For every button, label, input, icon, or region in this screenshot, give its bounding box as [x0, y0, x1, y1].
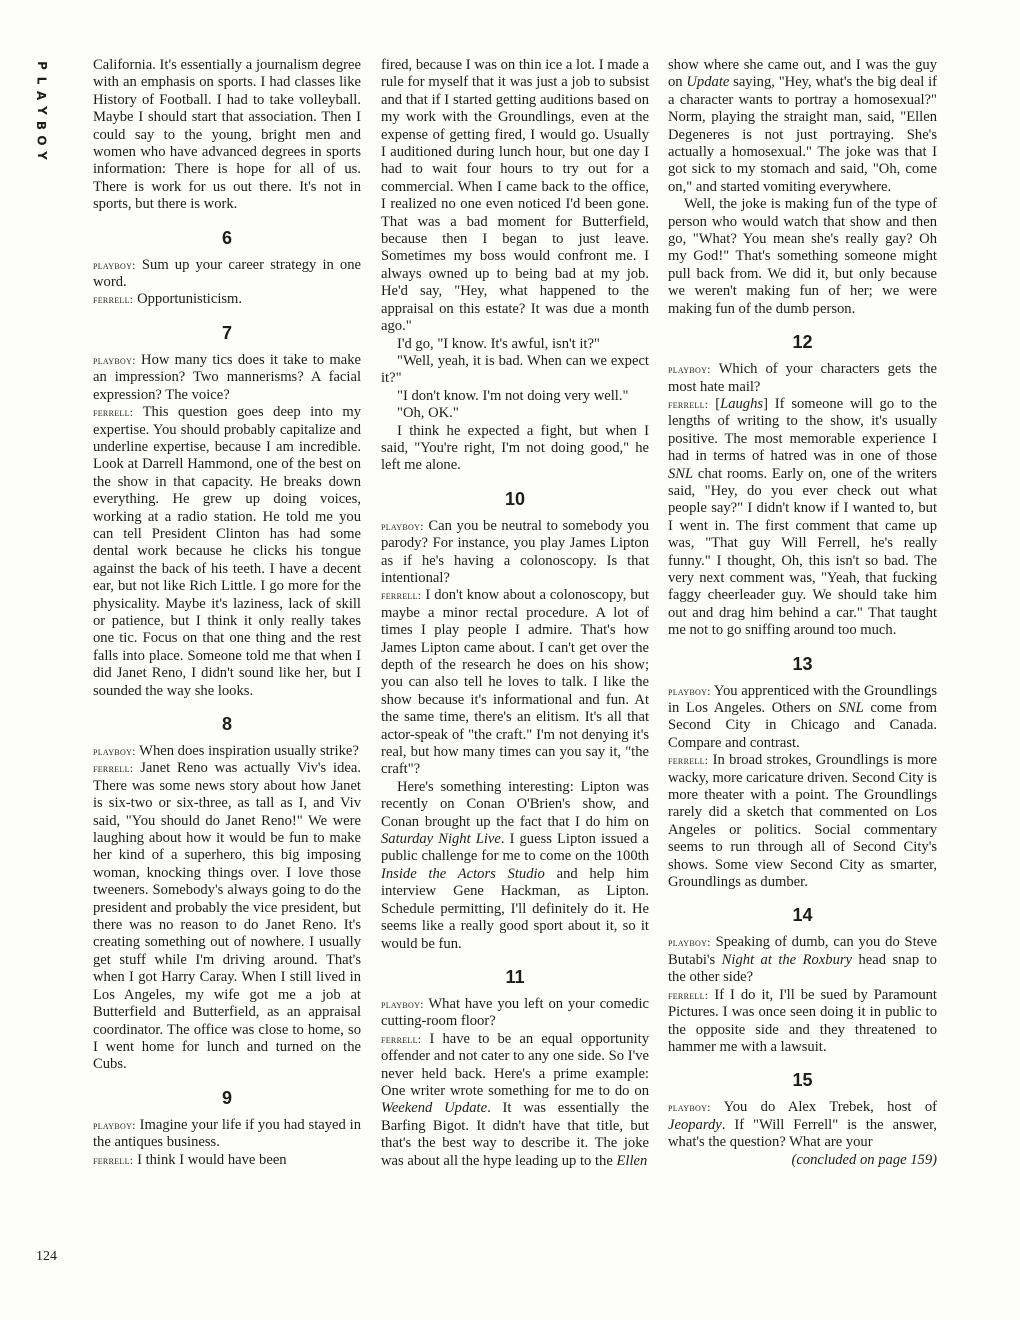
masthead-letter: O — [34, 135, 49, 146]
masthead-letter: L — [34, 76, 49, 85]
question-text: Which of your characters gets the most hate mail? — [668, 361, 937, 395]
question-text: Imagine your life if you had stayed in the antiques business. — [93, 1116, 361, 1151]
stage-direction: Laughs — [720, 395, 764, 412]
question-text: Can you be neutral to somebody you parody? For instance, you play James Lipton as if he's having a colonoscopy. Is that intentional? — [381, 517, 649, 586]
question-text: Sum up your career strategy in one word. — [93, 256, 361, 291]
interview-answer — [93, 404, 361, 700]
body-paragraph: "Oh, OK." — [397, 405, 459, 422]
answer-text: Janet Reno was actually Viv's idea. There was some news story about how Janet is six-two or six-three, as tall as I, and Viv said, "You should do Janet Reno!" We were laughing about how it would be fun to make her kind of a superhero, this big imposing woman, knocking things over. I love those tweeners. Somebody's always going to do the president and probably the vice president, but there was no reason to do Janet Reno. It's creating something out of nowhere. I usually get stuff while I'm driving around. That's when I got Harry Caray. When I still lived in Los Angeles, my wife got me a job at Butterfield and Butterfield, as an appraisal coordinator. The office was close to home, so I went home for lunch and turned on the Cubs. — [93, 760, 361, 1073]
interview-answer — [668, 752, 937, 891]
question-text: You do Alex Trebek, host of — [723, 1099, 937, 1116]
speaker-label: ferrell: — [93, 405, 134, 420]
masthead-letter: Y — [34, 106, 49, 115]
answer-text: chat rooms. Early on, one of the writers said, "Hey, do you ever check out what people say?" I didn't know if I wanted to, but I went in. The first comment that came up was, "That guy Will Ferrell, he's really funny." I thought, Oh, this isn't so bad. The very next comment was, "Yeah, that fucking faggy cheerleader guy. We should take him out and drag him behind a car." That taught me not to go sniffing around too much. — [668, 465, 937, 639]
answer-text: If I do it, I'll be sued by Paramount Pictures. I was once seen doing it in public to the opposite side and they threatened to hammer me with a lawsuit. — [668, 986, 937, 1055]
answer-text: In broad strokes, Groundlings is more wacky, more caricature driven. Second City is more theater with a point. The Groundlings rarely did a sketch that commented on Los Angeles or politics. Social commentary seems to run through all of Second City's shows. Some view Second City as smarter, Groundlings as dumber. — [668, 752, 937, 891]
speaker-label: ferrell: — [668, 396, 709, 411]
show-title: Weekend Update — [381, 1100, 488, 1117]
interview-question — [93, 257, 361, 292]
speaker-label: ferrell: — [381, 588, 422, 603]
question-number: 6 — [221, 227, 232, 248]
text-run: Here's something interesting: Lipton was recently on Conan O'Brien's show, and Conan brought up the fact that I do him on — [381, 778, 649, 830]
question-number: 8 — [221, 714, 232, 734]
masthead-letter: A — [34, 90, 49, 101]
answer-text: I think I would have been — [137, 1151, 287, 1168]
show-title: SNL — [838, 700, 864, 716]
answer-text: I don't know about a colonoscopy, but maybe a minor rectal procedure. A lot of times I play people I admire. That's how James Lipton came about. I can't get over the depth of the research he does on his show; you can also tell he loves to talk. I like the show because it's informational and fun. At the same time, there's an elitism. It's all that actor-speak of "the craft." I'm not denying it's real, but how many times can you say it, "the craft"? — [381, 587, 649, 778]
question-number: 12 — [792, 332, 813, 353]
speaker-label: ferrell: — [93, 1152, 134, 1167]
question-number: 9 — [221, 1087, 232, 1108]
interview-question — [93, 743, 361, 760]
question-text: head snap to the other side? — [668, 951, 937, 986]
interview-question — [93, 352, 361, 404]
show-title: Update — [686, 74, 730, 91]
speaker-label: playboy: — [93, 257, 136, 272]
body-paragraph — [668, 57, 937, 196]
article-column-2 — [381, 57, 649, 1272]
interview-question — [668, 361, 937, 396]
show-title: Inside the Actors Studio — [381, 865, 545, 882]
masthead-letter: Y — [34, 151, 49, 160]
speaker-label: playboy: — [93, 744, 136, 758]
interview-question — [668, 1099, 937, 1151]
question-number: 7 — [221, 322, 232, 343]
article-column-1 — [93, 57, 361, 1272]
interview-question — [668, 934, 937, 986]
question-number: 11 — [505, 966, 525, 987]
speaker-label: playboy: — [381, 518, 424, 533]
speaker-label: ferrell: — [381, 1031, 422, 1046]
speaker-label: ferrell: — [93, 761, 134, 776]
body-paragraph — [381, 779, 649, 953]
answer-text: Opportunisticism. — [137, 291, 243, 308]
show-title: Saturday Night Live — [381, 831, 501, 848]
question-number: 15 — [792, 1070, 813, 1091]
interview-answer — [93, 760, 361, 1073]
answer-text: I have to be an equal opportunity offender and not cater to any one side. So I've never held back. Here's a prime example: One writer wrote something for me to do on — [381, 1030, 649, 1099]
show-title: Ellen — [616, 1152, 648, 1169]
question-text: come from Second City in Chicago and Canada. Compare and contrast. — [668, 700, 937, 751]
interview-question — [93, 1117, 361, 1152]
body-paragraph: California. It's essentially a journalism degree with an emphasis on sports. I had classes like History of Football. I had to take volleyball. Maybe I should start that association. Then I could say to the young, bright men and women who have advanced degrees in sports information: There is hope for all of us. There is work for us out there. It's not in sports, but there is work. — [93, 57, 361, 213]
question-text: How many tics does it take to make an impression? Two mannerisms? A facial expression? The voice? — [93, 351, 361, 403]
speaker-label: ferrell: — [668, 753, 709, 768]
film-title: Night at the Roxbury — [721, 951, 853, 968]
speaker-label: playboy: — [668, 362, 711, 377]
body-paragraph: "I don't know. I'm not doing very well." — [397, 387, 629, 404]
body-paragraph: I'd go, "I know. It's awful, isn't it?" — [397, 335, 600, 352]
text-run: saying, "Hey, what's the big deal if a character wants to portray a homosexual?" Norm, playing the straight man, said, "Ellen Degeneres is not just portraying. She's actually a homosexual." The joke was that I got sick to my stomach and said, "Oh, come on," and started vomiting everywhere. — [668, 74, 937, 195]
question-number: 13 — [792, 653, 813, 674]
speaker-label: playboy: — [668, 683, 711, 698]
body-paragraph: Well, the joke is making fun of the type of person who would watch that show and then go, "What? You mean she's really gay? Oh my God!" That's something someone might pull back from. We did it, but only because we weren't making fun of her; we were making fun of the dumb person. — [668, 196, 937, 317]
playboy-masthead-vertical — [30, 58, 52, 163]
text-run: and help him interview Gene Hackman, as Lipton. Schedule permitting, I'll definitely do it. He seems like a really good sport about it, so it would be fun. — [381, 865, 649, 952]
text-run: . I guess Lipton issued a public challenge for me to come on the 100th — [381, 831, 649, 865]
question-text: . If "Will Ferrell" is the answer, what's the question? What are your — [668, 1116, 937, 1151]
show-title: Jeopardy — [668, 1116, 722, 1133]
interview-answer: ferrell: [Laughs] If someone will go to the lengths of writing to the show, it's usually positive. The most memorable experience I had in terms of hatred was in one of those SNL chat rooms. Early on, one of the writers said, "Hey, do you ever check out what people say?" I didn't know if I wanted to, but I went in. The first comment that came up was, "That guy Will Ferrell, he's really funny." I thought, Oh, this isn't so bad. The very next comment was, "Yeah, that fucking faggy cheerleader guy. We should take him out and drag him behind a car." That taught me not to go sniffing around too much. — [668, 395, 937, 639]
masthead-letter: B — [34, 120, 49, 131]
interview-answer — [668, 987, 937, 1057]
speaker-label: playboy: — [668, 1100, 711, 1115]
question-number: 10 — [504, 488, 526, 509]
answer-text: If someone will go to the lengths of writing to the show, it's usually positive. The most memorable experience I had in terms of hatred was in one of those — [668, 395, 937, 465]
speaker-label: ferrell: — [668, 987, 709, 1002]
interview-answer — [93, 1152, 361, 1169]
question-text: Speaking of dumb, can you do Steve Butabi's — [668, 934, 937, 968]
text-run: show where she came out, and I was the guy on — [668, 57, 937, 91]
show-title: SNL — [668, 465, 694, 482]
body-paragraph: fired, because I was on thin ice a lot. I made a rule for myself that it was just a job to subsist and that if I started getting auditions based on my work with the Groundlings, even at the expense of getting fired, I would go. Usually I auditioned during lunch hour, but one day I had to wait four hours to try out for a commercial. When I came back to the office, I realized no one even noticed I'd been gone. That was a bad moment for Butterfield, because then I began to just leave. Sometimes my boss would confront me. I always owned up to being bad at my job. He'd say, "Hey, what happened to the appraisal on this estate? It was due a month ago." — [381, 57, 649, 335]
speaker-label: ferrell: — [93, 292, 134, 307]
article-column-3 — [668, 57, 937, 1272]
speaker-label: playboy: — [381, 996, 424, 1011]
body-paragraph: I think he expected a fight, but when I said, "You're right, I'm not doing good," he left me alone. — [381, 422, 649, 474]
speaker-label: playboy: — [93, 352, 136, 367]
answer-text: This question goes deep into my expertise. You should probably capitalize and underline expertise, because I am incredible. Look at Darrell Hammond, one of the best on the show in that capacity. He breaks down everything. He grew up doing voices, working at a radio station. He told me you can tell President Clinton has had some dental work because he clicks his tongue against the back of his teeth. I have a decent ear, but not like Rich Little. I go more for the physicality. Maybe it's laziness, lack of skill or patience, but I think it only really takes one tic. Focus on that one thing and the rest falls into place. Someone told me that when I did Janet Reno, I didn't sound like her, but I sounded the way she looks. — [93, 404, 361, 699]
interview-question — [668, 683, 937, 753]
question-text: You apprenticed with the Groundlings in Los Angeles. Others on — [668, 682, 937, 716]
continued-on-page-note: (concluded on page 159) — [791, 1151, 937, 1168]
masthead-letter: P — [34, 61, 49, 70]
speaker-label: playboy: — [93, 1117, 136, 1132]
interview-question — [381, 518, 649, 588]
page-number: 124 — [36, 1249, 57, 1264]
speaker-label: playboy: — [668, 935, 711, 950]
interview-answer — [381, 587, 649, 778]
question-text: When does inspiration usually strike? — [139, 743, 359, 759]
answer-text: . It was essentially the Barfing Bigot. It didn't have that title, but that's the best way to describe it. The joke was about all the hype leading up to the — [381, 1100, 649, 1169]
body-paragraph: "Well, yeah, it is bad. When can we expect it?" — [381, 352, 649, 387]
question-number: 14 — [792, 905, 813, 926]
question-text: What have you left on your comedic cutting-room floor? — [381, 995, 649, 1030]
interview-answer — [93, 291, 361, 308]
interview-question — [381, 996, 649, 1031]
interview-answer — [381, 1031, 649, 1170]
